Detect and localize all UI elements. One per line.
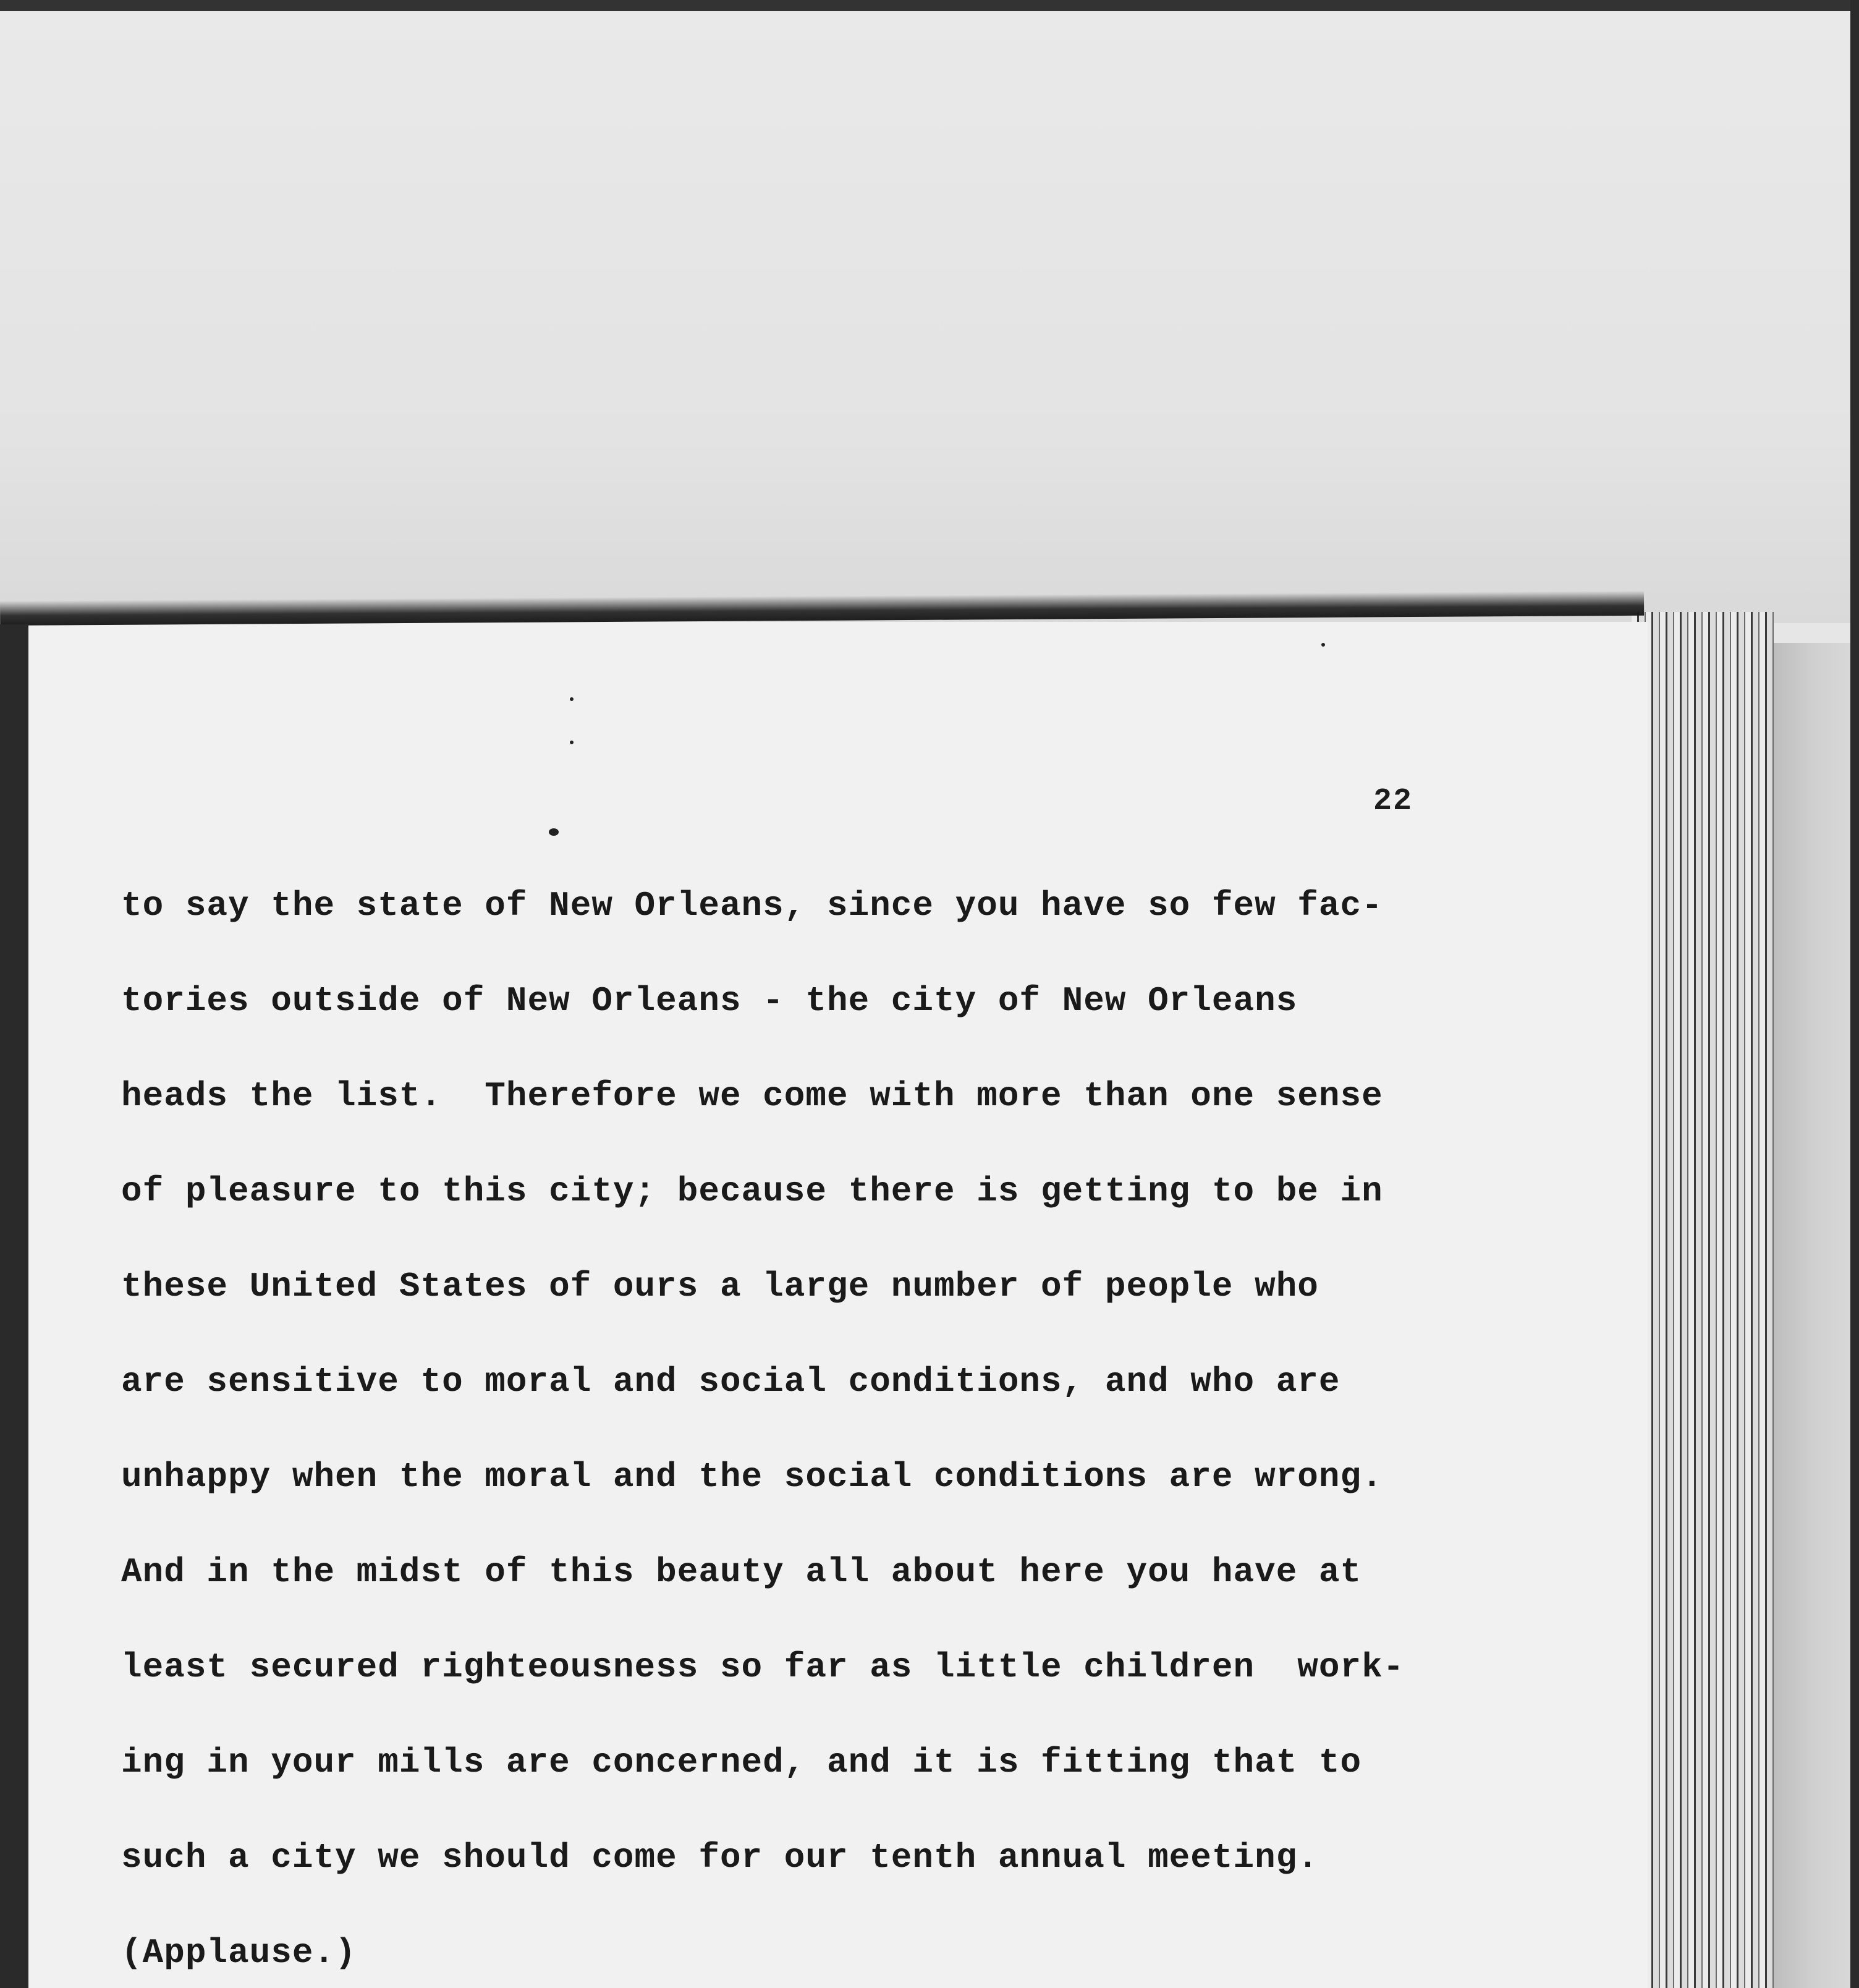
- text-line: heads the list. Therefore we come with more than one sense: [121, 1076, 1383, 1116]
- text-line: are sensitive to moral and social conditions, and who are: [121, 1362, 1340, 1401]
- text-line: And in the midst of this beauty all about here you have at: [121, 1552, 1362, 1592]
- text-line: to say the state of New Orleans, since you have so few fac-: [121, 886, 1383, 925]
- text-line: tories outside of New Orleans - the city of New Orleans: [121, 981, 1298, 1021]
- page-stack-shadow: [1774, 643, 1850, 1988]
- ink-speck: [1321, 643, 1325, 647]
- text-line: (Applause.): [121, 1933, 357, 1973]
- ink-speck: [570, 741, 574, 744]
- text-line: least secured righteousness so far as little children work-: [121, 1647, 1405, 1687]
- scan-frame-right: [1850, 0, 1859, 1988]
- text-line: such a city we should come for our tenth annual meeting.: [121, 1838, 1319, 1877]
- text-line: unhappy when the moral and the social conditions are wrong.: [121, 1457, 1383, 1497]
- background-sheet: [0, 11, 1850, 623]
- ink-speck: [549, 828, 559, 836]
- scan-frame-left: [0, 624, 28, 1988]
- text-line: of pleasure to this city; because there is getting to be in: [121, 1171, 1383, 1211]
- ink-speck: [570, 697, 574, 701]
- text-line: ing in your mills are concerned, and it is fitting that to: [121, 1743, 1362, 1782]
- page-stack-edges: [1632, 612, 1774, 1988]
- scan-frame-top: [0, 0, 1859, 11]
- text-line: these United States of ours a large number of people who: [121, 1267, 1319, 1306]
- page-number: 22: [1373, 784, 1413, 819]
